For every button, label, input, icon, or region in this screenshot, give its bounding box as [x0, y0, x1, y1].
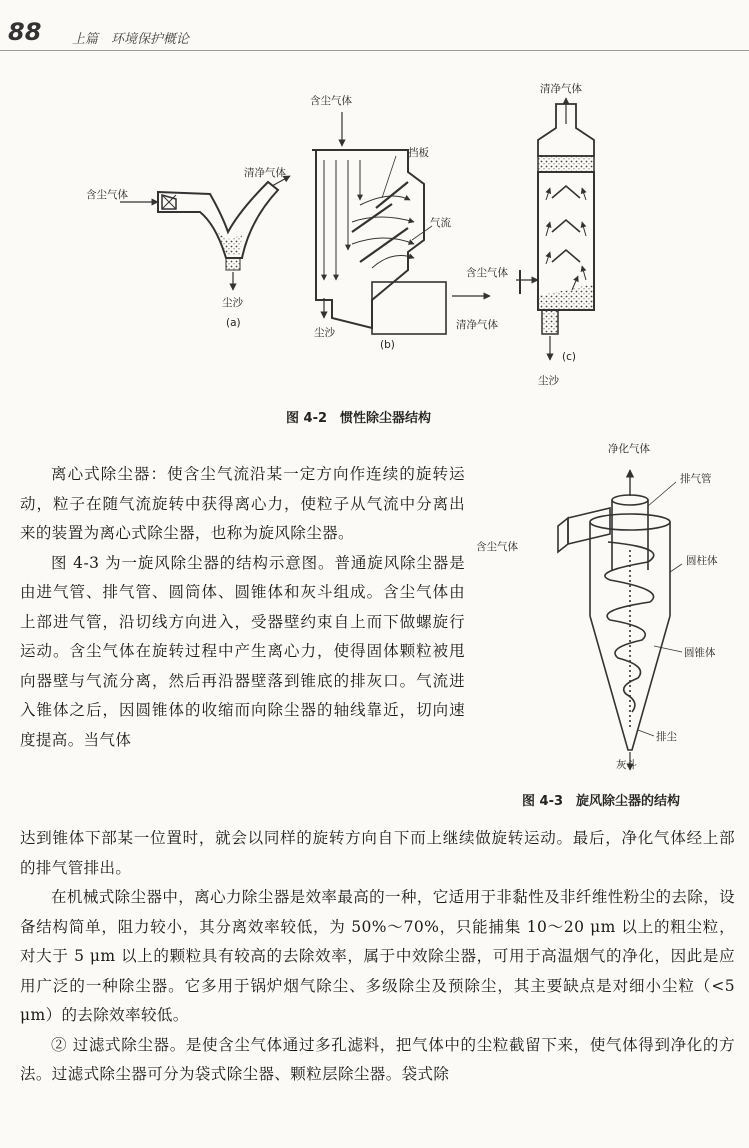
a-tag: (a) — [226, 317, 241, 329]
page-number: 88 — [8, 18, 42, 46]
paragraph-mechanical: 在机械式除尘器中，离心力除尘器是效率最高的一种，它适用于非黏性及非纤维性粉尘的去除，设备结构简单，阻力较小，其分离效率较低，为 50%～70%，只能捕集 10～20 μm 以上的粗尘粒，对大于 5 μm 以上的颗粒具有较高的去除效率，属于中效除尘器，可用于高温烟气的净化，因此是应用广泛的一种除尘器。它多用于锅炉烟气除尘、多级除尘及预除尘，其主要缺点是对细小尘粒（<5 μm）的去除效率较低。 — [20, 888, 735, 1024]
a-dust-label: 尘沙 — [222, 297, 243, 309]
text-column-full — [20, 824, 735, 1090]
figure-4-2 — [0, 0, 749, 400]
b-tag: (b) — [380, 339, 395, 351]
c-inlet-label: 含尘气体 — [466, 267, 508, 279]
cyclone-cylinder-label: 圆柱体 — [686, 555, 718, 567]
cyclone-cone-label: 圆锥体 — [684, 647, 716, 659]
cyclone-clean-gas-label: 净化气体 — [608, 443, 650, 455]
cyclone-exhaust-pipe-label: 排气管 — [680, 473, 712, 485]
paragraph-centrifugal: 离心式除尘器：使含尘气流沿某一定方向作连续的旋转运动，粒子在随气流旋转中获得离心力，使粒子从气流中分离出来的装置为离心式除尘器，也称为旋风除尘器。 — [20, 465, 465, 542]
a-inlet-label: 含尘气体 — [86, 189, 128, 201]
b-dust-label: 尘沙 — [314, 327, 335, 339]
cyclone-inlet-label: 含尘气体 — [476, 541, 518, 553]
figure-4-2-caption: 图 4-2 惯性除尘器结构 — [286, 411, 432, 426]
b-flow-label: 气流 — [430, 217, 451, 229]
diagram-c — [466, 82, 594, 387]
figure-4-3 — [470, 430, 730, 790]
b-baffle-label: 挡板 — [408, 147, 429, 159]
a-outlet-label: 清净气体 — [244, 167, 286, 179]
c-tag: (c) — [562, 351, 576, 363]
c-top-label: 清净气体 — [540, 83, 582, 95]
text-column-wrapped — [20, 460, 465, 755]
cyclone-hopper-label: 灰斗 — [616, 759, 637, 771]
b-inlet-label: 含尘气体 — [310, 95, 352, 107]
diagram-a — [86, 166, 290, 329]
paragraph-cyclone-structure-cont: 达到锥体下部某一位置时，就会以同样的旋转方向自下而上继续做旋转运动。最后，净化气体经上部的排气管排出。 — [20, 829, 735, 877]
paragraph-filter: ② 过滤式除尘器。是使含尘气体通过多孔滤料，把气体中的尘粒截留下来，使气体得到净化的方法。过滤式除尘器可分为袋式除尘器、颗粒层除尘器。袋式除 — [20, 1035, 735, 1083]
b-outlet-label: 清净气体 — [456, 319, 498, 331]
figure-4-3-caption: 图 4-3 旋风除尘器的结构 — [522, 794, 681, 809]
paragraph-cyclone-structure: 图 4-3 为一旋风除尘器的结构示意图。普通旋风除尘器是由进气管、排气管、圆筒体、圆锥体和灰斗组成。含尘气体由上部进气管，沿切线方向进入，受器壁约束自上而下做螺旋行运动。含尘气体在旋转过程中产生离心力，使得固体颗粒被甩向器壁与气流分离，然后再沿器壁落到锥底的排灰口。气流进入锥体之后，因圆锥体的收缩而向除尘器的轴线靠近，切向速度提高。当气体 — [20, 553, 465, 749]
running-header: 上篇 环境保护概论 — [72, 32, 190, 47]
diagram-b — [310, 94, 498, 351]
c-dust-label: 尘沙 — [538, 375, 559, 387]
cyclone-dust-out-label: 排尘 — [656, 731, 677, 743]
